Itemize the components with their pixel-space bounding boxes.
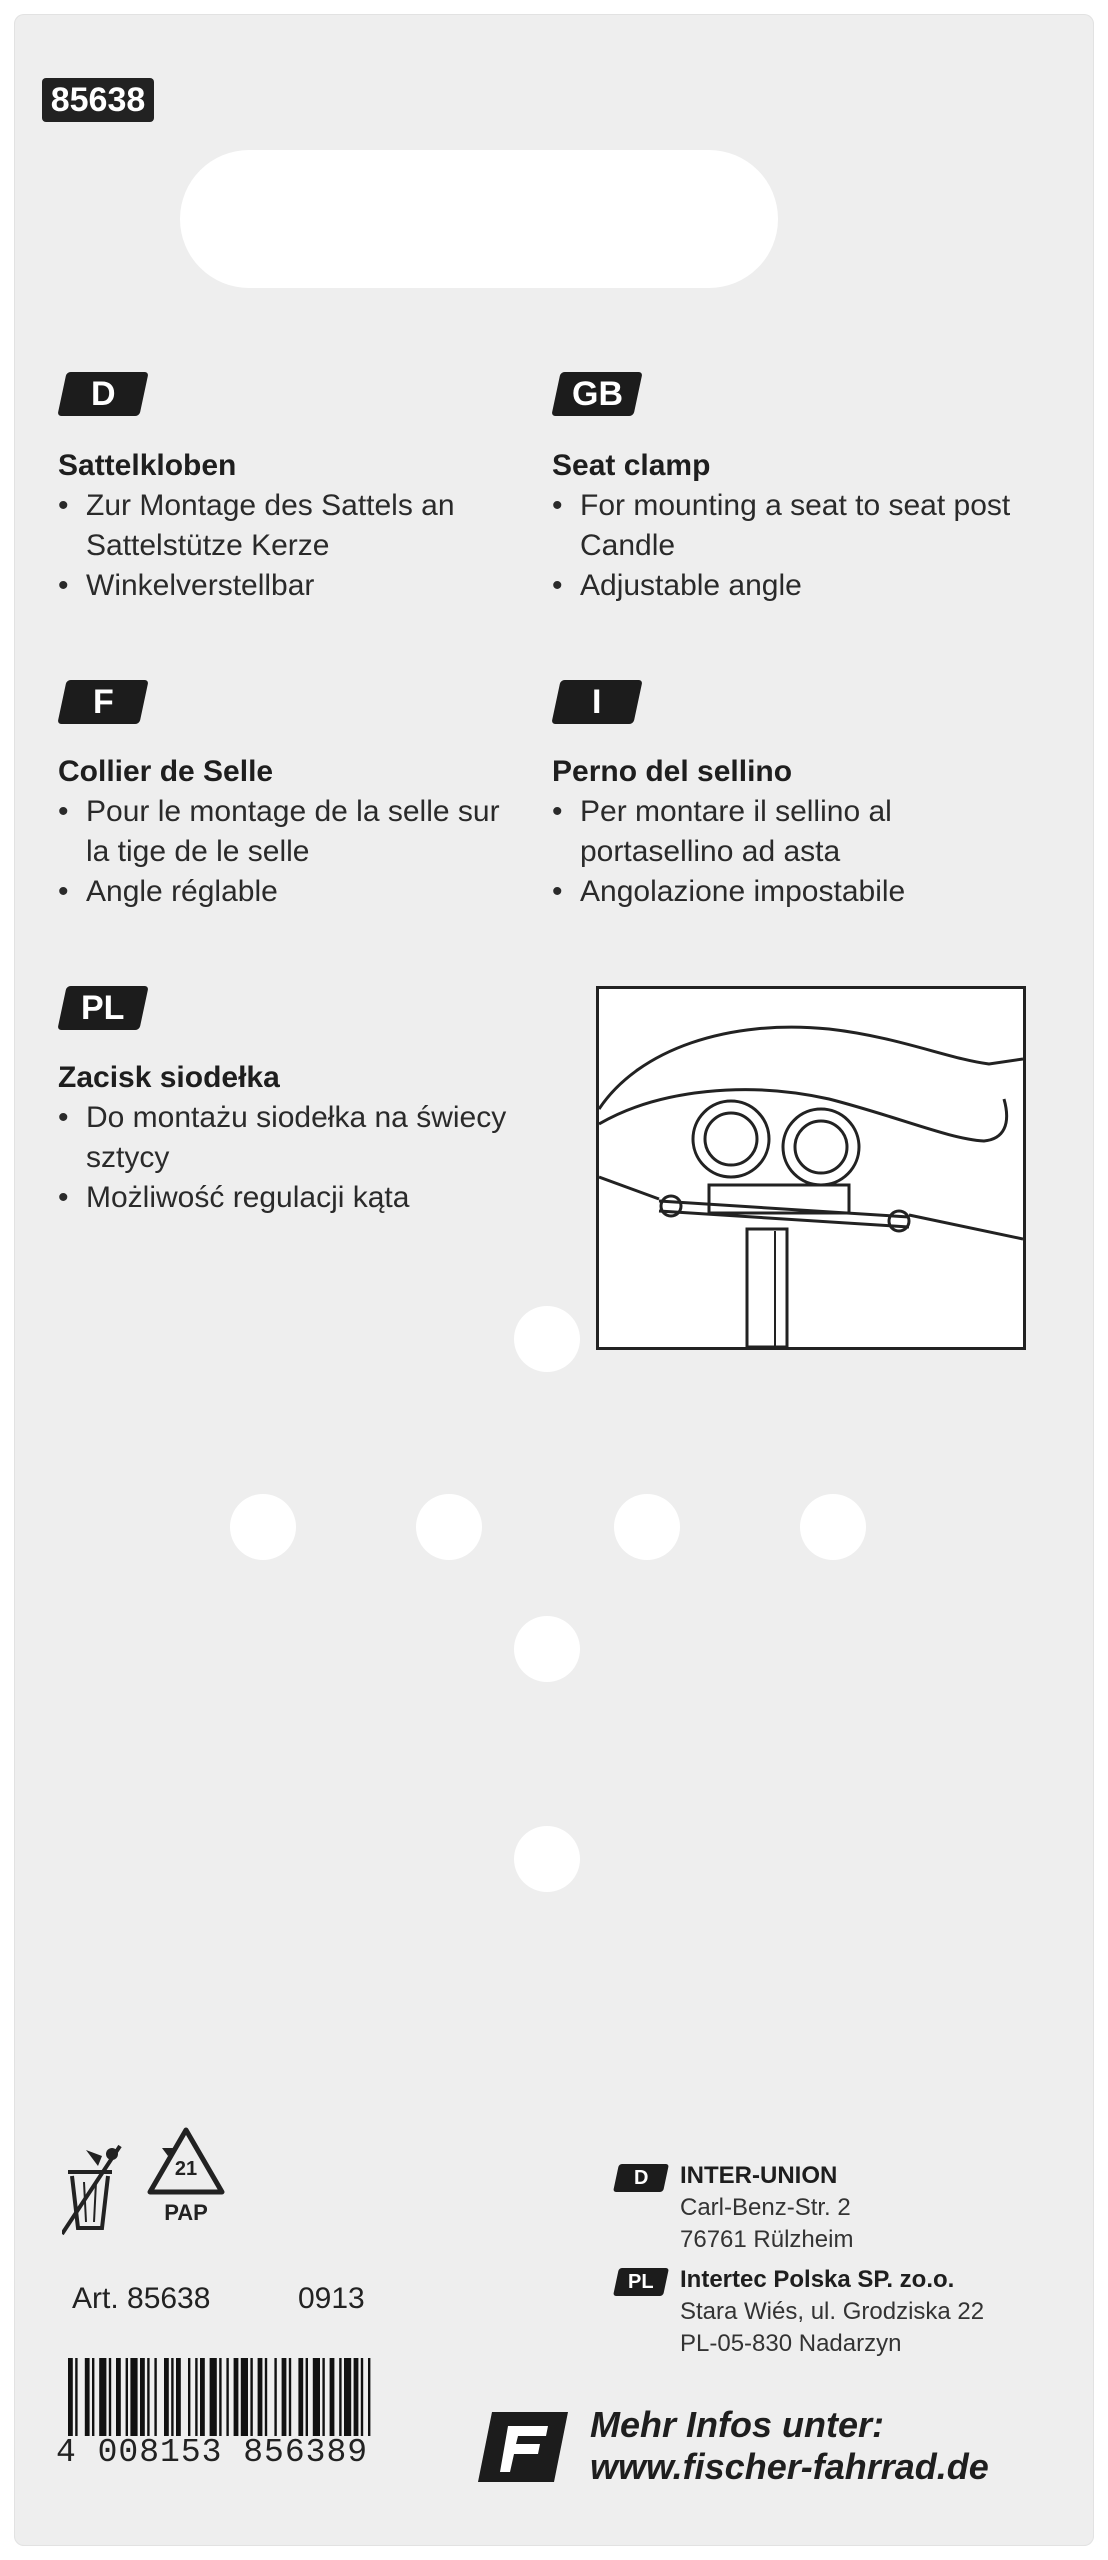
barcode-bar [354, 2358, 359, 2436]
article-line [72, 2282, 365, 2316]
bullet: • Możliwość regulacji kąta [58, 1178, 518, 1218]
barcode-bar [274, 2358, 276, 2436]
barcode-bar [265, 2358, 267, 2436]
peg-hole [230, 1494, 296, 1560]
fischer-f-logo [478, 2410, 570, 2484]
barcode-bar [226, 2358, 228, 2436]
company-name: Intertec Polska SP. zo.o. [680, 2266, 955, 2293]
recycle-code: 21 [174, 2158, 198, 2180]
recycle-material: PAP [164, 2200, 208, 2225]
bullet: • Winkelverstellbar [58, 566, 518, 606]
section-title: Seat clamp [552, 449, 711, 482]
barcode-bar [322, 2358, 324, 2436]
address-tag-pl: PL [613, 2268, 669, 2296]
bullet: • Angle réglable [58, 872, 518, 912]
barcode-bar [109, 2358, 111, 2436]
article-label: Art. 85638 [72, 2282, 211, 2315]
bullet: • Angolazione impostabile [552, 872, 1012, 912]
seat-clamp-illustration [596, 986, 1026, 1350]
trash-bin-icon [62, 2136, 122, 2236]
barcode-bar [241, 2358, 248, 2436]
barcode-bar [126, 2358, 128, 2436]
section-title: Collier de Selle [58, 755, 274, 788]
barcode-bar [330, 2358, 335, 2436]
peg-hole [514, 1306, 580, 1372]
barcode-bar [99, 2358, 106, 2436]
hang-slot [180, 150, 778, 288]
bullet: • Per montare il sellino al portasellino ad asta [552, 792, 1012, 872]
address-line: PL-05-830 Nadarzyn [680, 2330, 902, 2357]
lang-tag-pl: PL [57, 986, 148, 1030]
peg-hole [800, 1494, 866, 1560]
barcode-bar [164, 2358, 169, 2436]
bullet: • Adjustable angle [552, 566, 1012, 606]
seat-clamp-drawing [599, 989, 1023, 1347]
address-line: Carl-Benz-Str. 2 [680, 2194, 851, 2221]
recycling-symbols [62, 2126, 232, 2236]
bullet: • Zur Montage des Sattels an Sattelstütze Kerze [58, 486, 518, 566]
more-info-label: Mehr Infos unter: [590, 2404, 884, 2445]
barcode-bar [188, 2358, 190, 2436]
lang-tag-gb: GB [551, 372, 642, 416]
section-f [58, 752, 518, 912]
date-code: 0913 [298, 2282, 365, 2315]
section-gb [552, 446, 1012, 606]
company-name: INTER-UNION [680, 2162, 838, 2189]
section-title: Zacisk siodełka [58, 1061, 280, 1094]
lang-tag-i: I [551, 680, 642, 724]
barcode-bar [154, 2358, 156, 2436]
barcode-bar [339, 2358, 341, 2436]
article-number-badge: 85638 [42, 78, 154, 122]
section-title: Perno del sellino [552, 755, 793, 788]
barcode-bar [130, 2358, 137, 2436]
peg-hole [614, 1494, 680, 1560]
bullet: • For mounting a seat to seat post Candle [552, 486, 1012, 566]
barcode-bar [116, 2358, 121, 2436]
section-title: Sattelkloben [58, 449, 237, 482]
barcode-bar [85, 2358, 90, 2436]
barcode-bar [361, 2358, 363, 2436]
address-line: Stara Wiés, ul. Grodziska 22 [680, 2298, 985, 2325]
barcode-bar [298, 2358, 303, 2436]
barcode-bar [368, 2358, 370, 2436]
section-i [552, 752, 1012, 912]
lang-tag-f: F [57, 680, 148, 724]
peg-hole [514, 1826, 580, 1892]
address-tag-d: D [613, 2164, 669, 2192]
barcode-bar [250, 2358, 252, 2436]
website-link[interactable]: www.fischer-fahrrad.de [590, 2446, 989, 2487]
barcode-bar [75, 2358, 77, 2436]
barcode-bar [282, 2358, 287, 2436]
barcode-bar [258, 2358, 263, 2436]
address-line: 76761 Rülzheim [680, 2226, 854, 2253]
bullet: • Pour le montage de la selle sur la tige de le selle [58, 792, 518, 872]
section-d [58, 446, 518, 606]
more-info [590, 2404, 989, 2488]
lang-tag-d: D [57, 372, 148, 416]
address-inter-union [680, 2160, 853, 2256]
bullet: • Do montażu siodełka na świecy sztycy [58, 1098, 518, 1178]
section-pl [58, 1058, 518, 1218]
barcode-bar [171, 2358, 173, 2436]
barcode-bar [234, 2358, 239, 2436]
peg-hole [416, 1494, 482, 1560]
barcode-bar [176, 2358, 181, 2436]
barcode-bar [289, 2358, 291, 2436]
barcode-bar [210, 2358, 217, 2436]
barcode-bar [140, 2358, 145, 2436]
barcode-bar [313, 2358, 320, 2436]
barcode-bar [200, 2358, 205, 2436]
barcode-bar [147, 2358, 149, 2436]
barcode-digits: 4 008153 856389 [56, 2434, 369, 2471]
barcode-bar [195, 2358, 197, 2436]
barcode-bar [344, 2358, 351, 2436]
barcode-bar [68, 2358, 73, 2436]
address-intertec [680, 2264, 984, 2360]
barcode-bar [306, 2358, 308, 2436]
barcode-bar [92, 2358, 94, 2436]
peg-hole [514, 1616, 580, 1682]
barcode-bar [219, 2358, 221, 2436]
